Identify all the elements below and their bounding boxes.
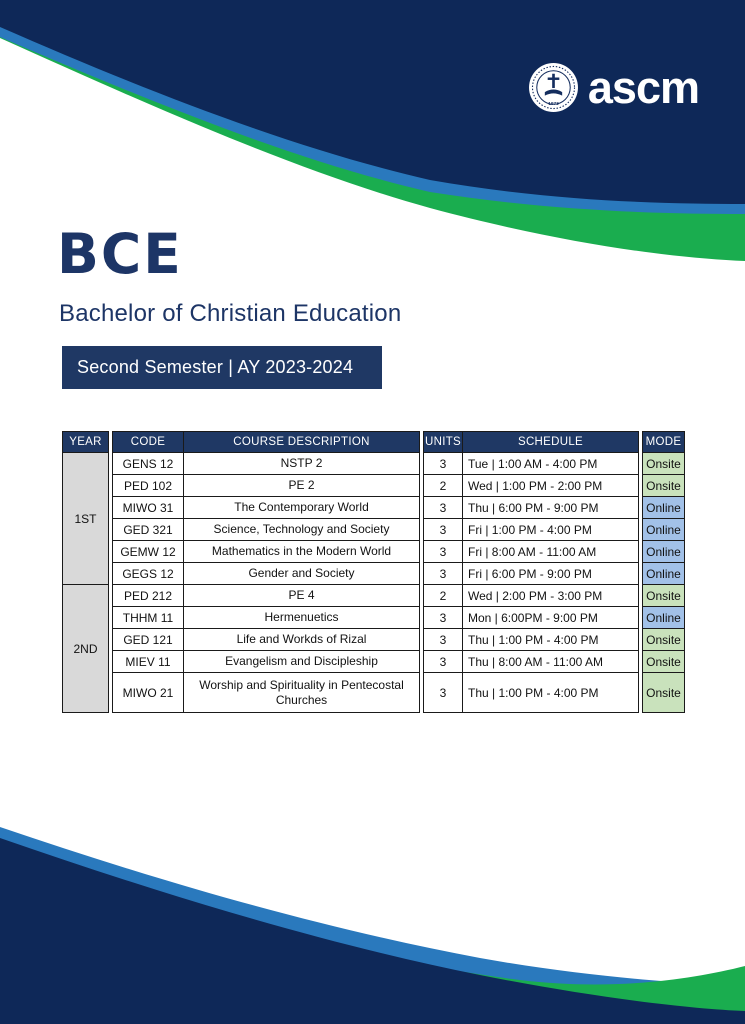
table-row <box>643 497 685 519</box>
table-row <box>643 519 685 541</box>
cell-description: Hermenuetics <box>184 607 420 629</box>
cell-code: THHM 11 <box>113 607 184 629</box>
cell-mode: Online <box>643 563 685 585</box>
cell-description: Worship and Spirituality in Pentecostal Churches <box>184 673 420 713</box>
cell-schedule: Mon | 6:00PM - 9:00 PM <box>463 607 639 629</box>
cell-units: 2 <box>424 475 463 497</box>
cell-schedule: Wed | 2:00 PM - 3:00 PM <box>463 585 639 607</box>
cell-description: Gender and Society <box>184 563 420 585</box>
cell-code: PED 102 <box>113 475 184 497</box>
year-label: 2ND <box>63 585 109 713</box>
year-column-table <box>62 431 109 713</box>
page-title: BCE <box>57 222 183 286</box>
table-row <box>643 453 685 475</box>
cell-units: 3 <box>424 629 463 651</box>
col-code: CODE <box>113 432 184 453</box>
table-row <box>643 651 685 673</box>
table-row <box>643 563 685 585</box>
cell-description: Science, Technology and Society <box>184 519 420 541</box>
page-subtitle: Bachelor of Christian Education <box>59 300 402 327</box>
table-row <box>113 475 420 497</box>
cell-units: 3 <box>424 541 463 563</box>
table-row <box>424 651 639 673</box>
table-row <box>424 497 639 519</box>
cell-mode: Onsite <box>643 673 685 713</box>
semester-badge: Second Semester | AY 2023-2024 <box>62 346 382 389</box>
cell-description: Evangelism and Discipleship <box>184 651 420 673</box>
cell-units: 2 <box>424 585 463 607</box>
cell-mode: Onsite <box>643 651 685 673</box>
cell-schedule: Tue | 1:00 AM - 4:00 PM <box>463 453 639 475</box>
cell-mode: Onsite <box>643 585 685 607</box>
table-row <box>113 453 420 475</box>
cell-description: Life and Workds of Rizal <box>184 629 420 651</box>
cell-schedule: Fri | 6:00 PM - 9:00 PM <box>463 563 639 585</box>
table-row <box>643 541 685 563</box>
cell-code: MIWO 21 <box>113 673 184 713</box>
cell-mode: Online <box>643 519 685 541</box>
cell-schedule: Thu | 1:00 PM - 4:00 PM <box>463 629 639 651</box>
table-row <box>424 475 639 497</box>
table-row <box>424 541 639 563</box>
col-year: YEAR <box>63 432 109 453</box>
brand-name: ascm <box>587 62 699 113</box>
table-row <box>424 453 639 475</box>
cell-mode: Online <box>643 607 685 629</box>
cell-schedule: Thu | 6:00 PM - 9:00 PM <box>463 497 639 519</box>
cell-schedule: Thu | 1:00 PM - 4:00 PM <box>463 673 639 713</box>
table-row <box>113 673 420 713</box>
cell-units: 3 <box>424 563 463 585</box>
ascm-seal-icon <box>528 62 579 113</box>
table-row <box>643 629 685 651</box>
table-row <box>424 629 639 651</box>
cell-code: GENS 12 <box>113 453 184 475</box>
brand-logo <box>528 62 699 113</box>
cell-units: 3 <box>424 519 463 541</box>
table-row <box>113 563 420 585</box>
mode-column-table <box>642 431 685 713</box>
table-row <box>113 585 420 607</box>
schedule-table <box>62 431 685 713</box>
table-row <box>113 607 420 629</box>
col-mode: MODE <box>643 432 685 453</box>
footer-wave <box>0 790 745 1024</box>
cell-description: PE 4 <box>184 585 420 607</box>
cell-units: 3 <box>424 673 463 713</box>
cell-description: NSTP 2 <box>184 453 420 475</box>
table-row <box>113 651 420 673</box>
cell-description: Mathematics in the Modern World <box>184 541 420 563</box>
table-row <box>63 453 109 585</box>
table-row <box>63 585 109 713</box>
cell-code: GEGS 12 <box>113 563 184 585</box>
course-columns-table <box>112 431 420 713</box>
table-row <box>424 607 639 629</box>
cell-units: 3 <box>424 497 463 519</box>
table-row <box>424 563 639 585</box>
cell-code: PED 212 <box>113 585 184 607</box>
cell-code: GED 321 <box>113 519 184 541</box>
col-schedule: SCHEDULE <box>463 432 639 453</box>
seal-year: 1973 <box>548 101 559 107</box>
cell-schedule: Wed | 1:00 PM - 2:00 PM <box>463 475 639 497</box>
cell-units: 3 <box>424 607 463 629</box>
cell-code: MIWO 31 <box>113 497 184 519</box>
cell-schedule: Thu | 8:00 AM - 11:00 AM <box>463 651 639 673</box>
schedule-columns-table <box>423 431 639 713</box>
col-description: COURSE DESCRIPTION <box>184 432 420 453</box>
table-row <box>113 541 420 563</box>
table-row <box>113 497 420 519</box>
cell-mode: Online <box>643 497 685 519</box>
cell-mode: Online <box>643 541 685 563</box>
table-row <box>643 585 685 607</box>
cell-code: GED 121 <box>113 629 184 651</box>
cell-mode: Onsite <box>643 629 685 651</box>
table-row <box>643 673 685 713</box>
table-row <box>113 519 420 541</box>
col-units: UNITS <box>424 432 463 453</box>
table-row <box>424 585 639 607</box>
cell-mode: Onsite <box>643 475 685 497</box>
cell-code: MIEV 11 <box>113 651 184 673</box>
cell-schedule: Fri | 8:00 AM - 11:00 AM <box>463 541 639 563</box>
cell-description: PE 2 <box>184 475 420 497</box>
cell-units: 3 <box>424 651 463 673</box>
cell-code: GEMW 12 <box>113 541 184 563</box>
table-row <box>424 519 639 541</box>
cell-description: The Contemporary World <box>184 497 420 519</box>
table-row <box>424 673 639 713</box>
cell-mode: Onsite <box>643 453 685 475</box>
table-row <box>113 629 420 651</box>
table-row <box>643 607 685 629</box>
table-row <box>643 475 685 497</box>
cell-units: 3 <box>424 453 463 475</box>
year-label: 1ST <box>63 453 109 585</box>
cell-schedule: Fri | 1:00 PM - 4:00 PM <box>463 519 639 541</box>
